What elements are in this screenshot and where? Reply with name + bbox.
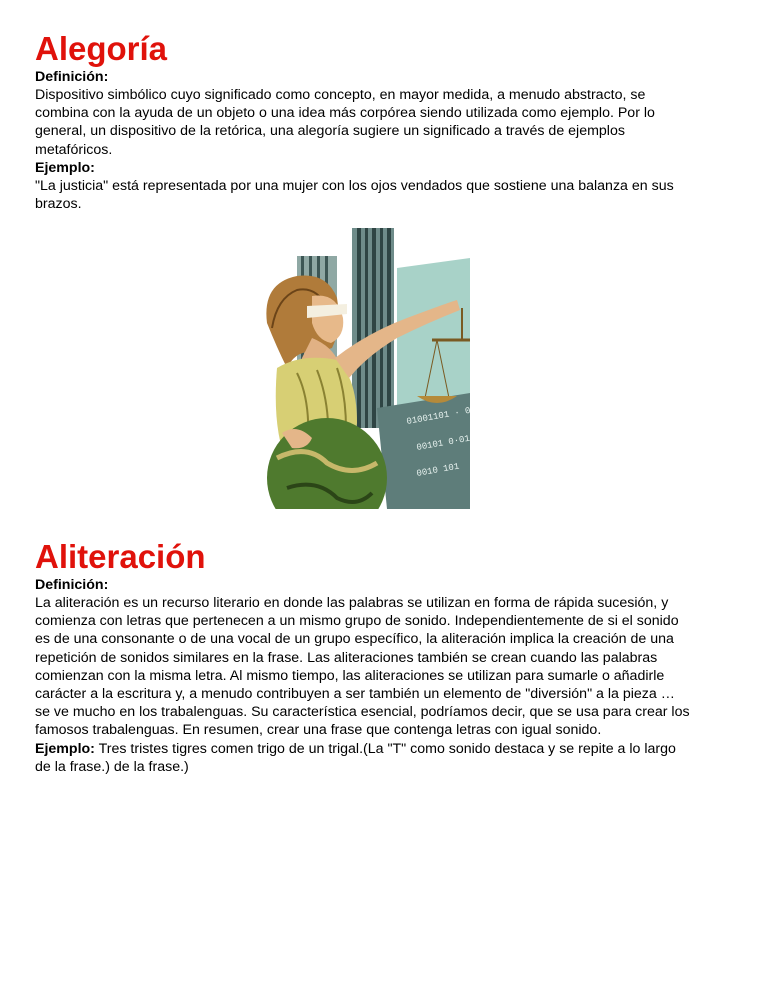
definition-line: metafóricos. bbox=[35, 141, 113, 158]
definition-line: combina con la ayuda de un objeto o una idea más corpórea siendo utilizada como ejemplo. Por lo bbox=[35, 105, 655, 122]
example-line bbox=[35, 740, 735, 758]
definition-label: Definición: bbox=[35, 69, 109, 85]
example-line: de la frase.) de la frase.) bbox=[35, 758, 189, 775]
justice-scales-illustration-icon bbox=[257, 228, 470, 509]
binary-text: 00101 0·01 bbox=[415, 433, 470, 453]
section-aliteracion bbox=[35, 538, 735, 776]
binary-text: 0010 101 bbox=[415, 461, 461, 479]
section-title: Alegoría bbox=[35, 30, 168, 67]
definition-line: famosos trabalenguas. En resumen, crear una frase que contenga letras con igual sonido. bbox=[35, 722, 602, 739]
definition-line: es de una consonante o de una vocal de un grupo específico, la aliteración implica la creación de una bbox=[35, 631, 674, 648]
definition-line: se ve mucho en los trabalenguas. Su característica esencial, podríamos decir, que se usa para crear los bbox=[35, 704, 690, 721]
example-line: brazos. bbox=[35, 196, 82, 213]
example-label: Ejemplo: bbox=[35, 740, 95, 757]
definition-line: comienzan con la misma letra. Al mismo tiempo, las aliteraciones se utilizan para sumarle o añadirle bbox=[35, 667, 665, 684]
example-line: "La justicia" está representada por una mujer con los ojos vendados que sostiene una balanza en sus bbox=[35, 177, 674, 194]
section-alegoria bbox=[35, 30, 735, 213]
definition-line: carácter a la escritura y, a menudo contribuyen a ser también un elemento de "diversión" a la pieza … bbox=[35, 686, 675, 703]
definition-line: comienza con letras que pertenecen a un mismo grupo de sonido. Independientemente de si el sonido bbox=[35, 613, 679, 630]
definition-line: general, un dispositivo de la retórica, una alegoría sugiere un significado a través de ejemplos bbox=[35, 123, 625, 140]
justice-illustration bbox=[257, 228, 470, 509]
binary-text: 01001101 · 0 bbox=[405, 405, 470, 427]
example-label: Ejemplo: bbox=[35, 159, 95, 176]
definition-line: Dispositivo simbólico cuyo significado como concepto, en mayor medida, a menudo abstracto, se bbox=[35, 87, 646, 103]
definition-label: Definición: bbox=[35, 577, 109, 593]
definition-line: repetición de sonidos similares en la frase. Las aliteraciones también se crean cuando las palabras bbox=[35, 649, 658, 666]
definition-line: La aliteración es un recurso literario en donde las palabras se utilizan en forma de rápida sucesión, y bbox=[35, 595, 669, 611]
section-title: Aliteración bbox=[35, 538, 206, 575]
example-text: Tres tristes tigres comen trigo de un trigal.(La "T" como sonido destaca y se repite a lo largo bbox=[94, 740, 676, 757]
